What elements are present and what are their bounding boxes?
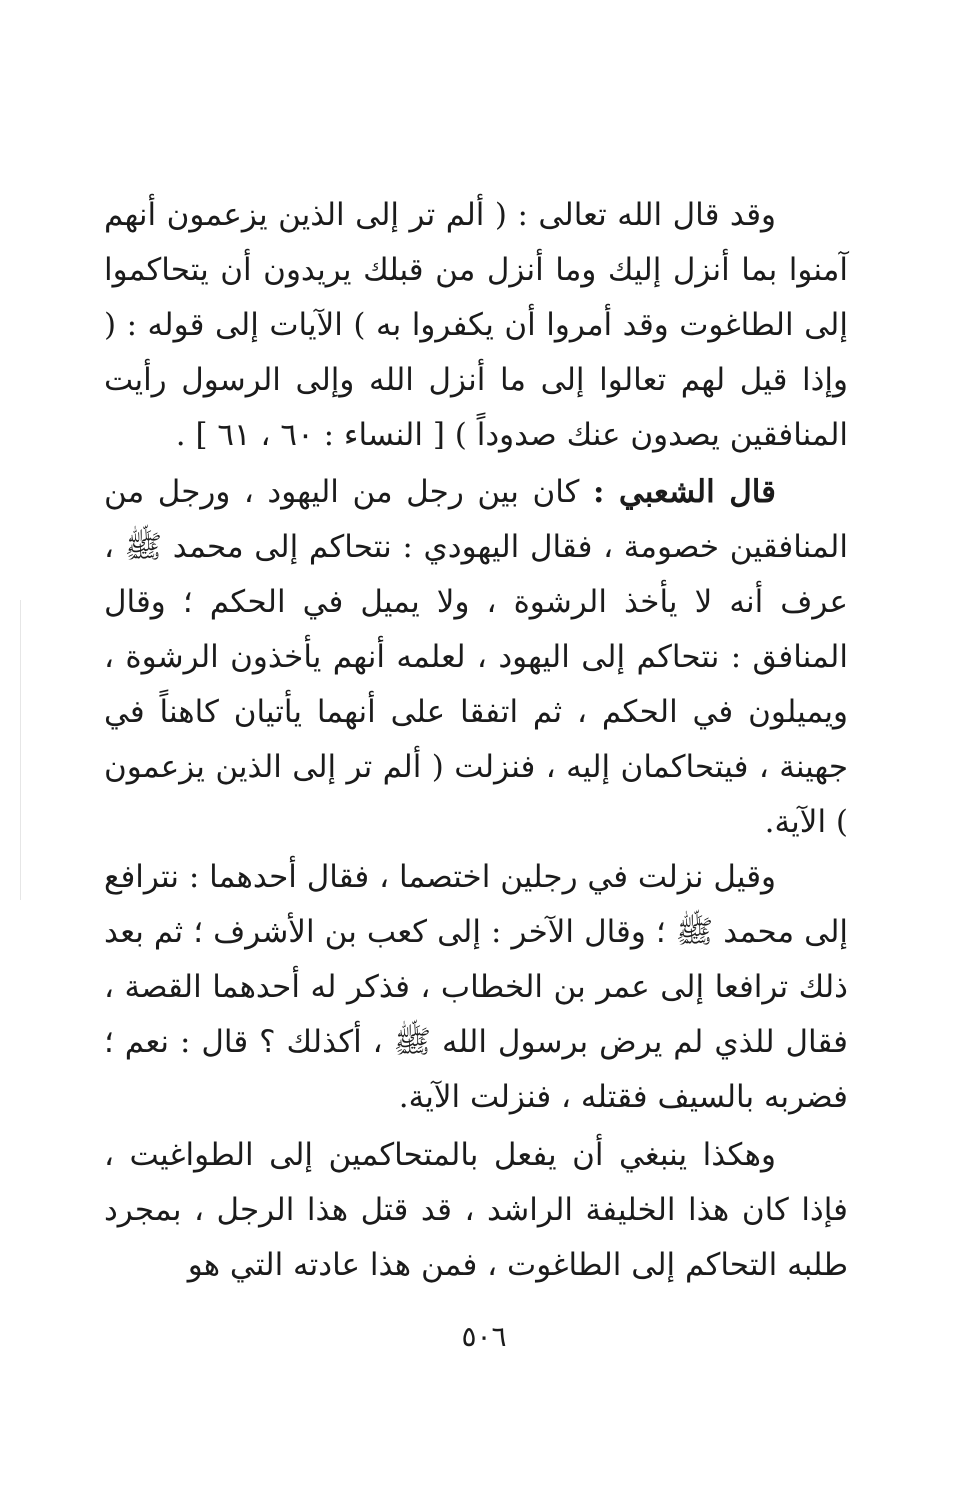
paragraph-text: [104, 465, 848, 850]
paragraph-text: [104, 188, 848, 463]
paragraph-shabi-narration: [104, 465, 848, 850]
paragraph-indent: [776, 197, 848, 233]
paragraph-text: [104, 850, 848, 1125]
scan-margin-line: [20, 600, 21, 900]
paragraph-two-men-dispute: [104, 850, 848, 1125]
paragraph-body: وهكذا ينبغي أن يفعل بالمتحاكمين إلى الطواغيت ، فإذا كان هذا الخليفة الراشد ، قد قتل هذا الرجل ، بمجرد طلبه التحاكم إلى الطاغوت ، فمن هذا عادته التي هو: [104, 1137, 848, 1283]
paragraph-text: [104, 1128, 848, 1293]
paragraph-body: وقيل نزلت في رجلين اختصما ، فقال أحدهما : نترافع إلى محمد ﷺ ؛ وقال الآخر : إلى كعب بن الأشرف ؛ ثم بعد ذلك ترافعا إلى عمر بن الخطاب ، فذكر له أحدهما القصة ، فقال للذي لم يرض برسول الله ﷺ ، أكذلك ؟ قال : نعم ؛ فضربه بالسيف فقتله ، فنزلت الآية.: [103, 859, 848, 1115]
paragraph-indent: [776, 1137, 848, 1173]
paragraph-indent: [776, 859, 848, 895]
page-number: ٥٠٦: [461, 1320, 507, 1353]
paragraph-body: كان بين رجل من اليهود ، ورجل من المنافقين خصومة ، فقال اليهودي : نتحاكم إلى محمد ﷺ ، عرف أنه لا يأخذ الرشوة ، ولا يميل في الحكم ؛ وقال المنافق : نتحاكم إلى اليهود ، لعلمه أنهم يأخذون الرشوة ، ويميلون في الحكم ، ثم اتفقا على أنهما يأتيان كاهناً في جهينة ، فيتحاكمان إليه ، فنزلت ( ألم تر إلى الذين يزعمون ) الآية.: [104, 474, 848, 840]
paragraph-lead-bold: قال الشعبي :: [592, 474, 776, 510]
paragraph-quran-verse: [104, 188, 848, 463]
paragraph-indent: [776, 474, 848, 510]
paragraph-body: وقد قال الله تعالى : ( ألم تر إلى الذين يزعمون أنهم آمنوا بما أنزل إليك وما أنزل من قبلك يريدون أن يتحاكموا إلى الطاغوت وقد أمروا أن يكفروا به ) الآيات إلى قوله : ( وإذا قيل لهم تعالوا إلى ما أنزل الله وإلى الرسول رأيت المنافقين يصدون عنك صدوداً ) [ النساء : ٦٠ ، ٦١ ] .: [104, 197, 848, 453]
paragraph-conclusion: [104, 1128, 848, 1293]
